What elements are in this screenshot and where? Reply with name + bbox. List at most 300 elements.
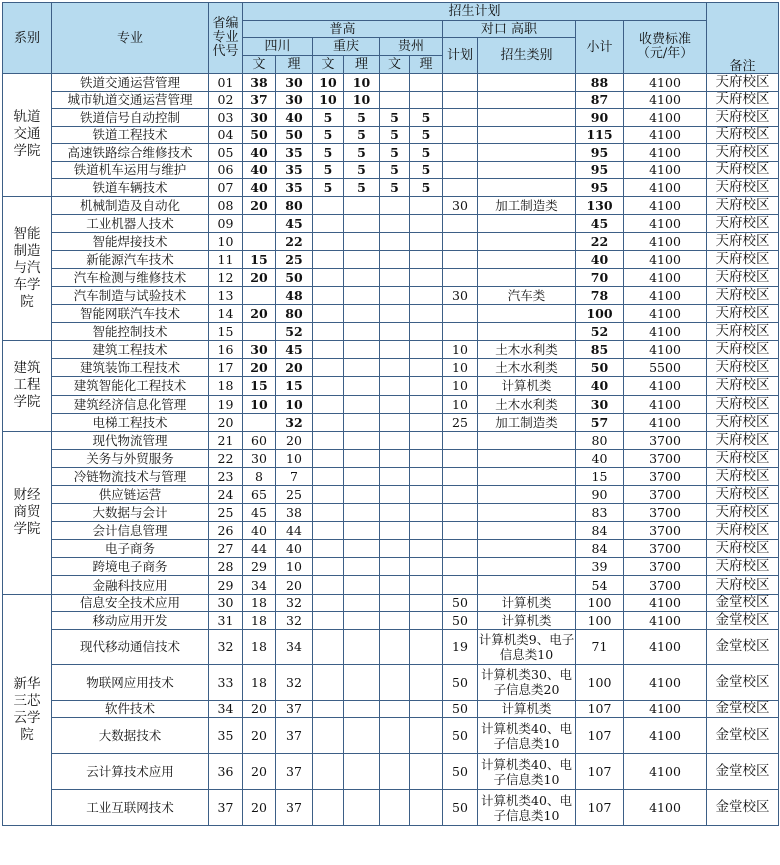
duikou-plan-cell xyxy=(443,268,478,286)
table-row xyxy=(3,109,779,127)
major-cell: 新能源汽车技术 xyxy=(52,250,209,268)
chongqing-li-cell xyxy=(344,449,380,467)
table-row xyxy=(3,161,779,179)
chongqing-li-cell xyxy=(344,377,380,395)
subtotal-cell: 39 xyxy=(576,558,624,576)
chongqing-wen-cell xyxy=(313,413,344,431)
subtotal-cell: 100 xyxy=(576,594,624,612)
sichuan-li-cell: 10 xyxy=(276,395,313,413)
sichuan-wen-cell: 29 xyxy=(243,558,276,576)
note-cell: 天府校区 xyxy=(707,522,779,540)
chongqing-li-cell: 5 xyxy=(344,161,380,179)
sichuan-li-cell: 32 xyxy=(276,664,313,700)
fee-cell: 4100 xyxy=(624,754,707,790)
note-cell: 天府校区 xyxy=(707,74,779,92)
category-cell xyxy=(478,144,576,162)
major-cell: 铁道工程技术 xyxy=(52,126,209,144)
note-cell: 天府校区 xyxy=(707,431,779,449)
table-row xyxy=(3,522,779,540)
chongqing-wen-cell xyxy=(313,540,344,558)
chongqing-wen-cell xyxy=(313,341,344,359)
duikou-plan-cell: 50 xyxy=(443,594,478,612)
subtotal-cell: 15 xyxy=(576,467,624,485)
guizhou-li-cell xyxy=(410,486,443,504)
sichuan-li-cell: 32 xyxy=(276,612,313,630)
chongqing-wen-cell xyxy=(313,718,344,754)
chongqing-li-cell xyxy=(344,286,380,304)
code-cell: 29 xyxy=(209,576,243,594)
sichuan-li-cell: 80 xyxy=(276,196,313,214)
category-cell xyxy=(478,558,576,576)
duikou-plan-cell xyxy=(443,179,478,197)
fee-cell: 4100 xyxy=(624,718,707,754)
chongqing-li-cell: 5 xyxy=(344,179,380,197)
note-cell: 天府校区 xyxy=(707,341,779,359)
chongqing-wen-cell xyxy=(313,504,344,522)
guizhou-wen-cell xyxy=(380,467,410,485)
fee-cell: 5500 xyxy=(624,359,707,377)
guizhou-wen-cell xyxy=(380,594,410,612)
table-row xyxy=(3,629,779,664)
major-cell: 建筑经济信息化管理 xyxy=(52,395,209,413)
sichuan-li-cell: 38 xyxy=(276,504,313,522)
sichuan-li-cell: 80 xyxy=(276,305,313,323)
chongqing-wen-cell: 5 xyxy=(313,109,344,127)
chongqing-wen-cell xyxy=(313,268,344,286)
table-row xyxy=(3,359,779,377)
fee-cell: 3700 xyxy=(624,558,707,576)
code-cell: 23 xyxy=(209,467,243,485)
subtotal-cell: 40 xyxy=(576,449,624,467)
duikou-plan-cell: 10 xyxy=(443,395,478,413)
sichuan-li-cell: 37 xyxy=(276,754,313,790)
duikou-plan-cell xyxy=(443,126,478,144)
category-cell xyxy=(478,305,576,323)
sichuan-li-cell: 35 xyxy=(276,161,313,179)
header-putong: 普高 xyxy=(243,21,443,38)
table-row xyxy=(3,754,779,790)
major-cell: 智能控制技术 xyxy=(52,323,209,341)
guizhou-li-cell xyxy=(410,664,443,700)
sichuan-li-cell: 32 xyxy=(276,413,313,431)
fee-cell: 4100 xyxy=(624,395,707,413)
duikou-plan-cell xyxy=(443,486,478,504)
chongqing-wen-cell: 5 xyxy=(313,144,344,162)
category-cell: 土木水利类 xyxy=(478,359,576,377)
code-cell: 01 xyxy=(209,74,243,92)
sichuan-li-cell: 20 xyxy=(276,359,313,377)
fee-cell: 4100 xyxy=(624,179,707,197)
sichuan-wen-cell: 34 xyxy=(243,576,276,594)
duikou-plan-cell: 50 xyxy=(443,790,478,826)
guizhou-wen-cell: 5 xyxy=(380,109,410,127)
duikou-plan-cell xyxy=(443,449,478,467)
sichuan-li-cell: 15 xyxy=(276,377,313,395)
note-cell: 天府校区 xyxy=(707,214,779,232)
chongqing-li-cell xyxy=(344,359,380,377)
code-cell: 07 xyxy=(209,179,243,197)
code-cell: 08 xyxy=(209,196,243,214)
chongqing-wen-cell xyxy=(313,214,344,232)
code-cell: 11 xyxy=(209,250,243,268)
duikou-plan-cell: 19 xyxy=(443,629,478,664)
guizhou-li-cell: 5 xyxy=(410,109,443,127)
table-row xyxy=(3,540,779,558)
sichuan-wen-cell xyxy=(243,323,276,341)
category-cell: 计算机类 xyxy=(478,700,576,718)
code-cell: 20 xyxy=(209,413,243,431)
major-cell: 云计算技术应用 xyxy=(52,754,209,790)
fee-cell: 4100 xyxy=(624,594,707,612)
code-cell: 05 xyxy=(209,144,243,162)
duikou-plan-cell xyxy=(443,467,478,485)
note-cell: 天府校区 xyxy=(707,558,779,576)
chongqing-wen-cell xyxy=(313,522,344,540)
code-cell: 13 xyxy=(209,286,243,304)
guizhou-li-cell xyxy=(410,449,443,467)
code-cell: 04 xyxy=(209,126,243,144)
code-cell: 19 xyxy=(209,395,243,413)
sichuan-li-cell: 10 xyxy=(276,558,313,576)
duikou-plan-cell: 50 xyxy=(443,700,478,718)
table-row xyxy=(3,305,779,323)
fee-cell: 4100 xyxy=(624,629,707,664)
chongqing-wen-cell xyxy=(313,754,344,790)
category-cell: 计算机类40、电子信息类10 xyxy=(478,754,576,790)
table-row xyxy=(3,268,779,286)
fee-cell: 4100 xyxy=(624,612,707,630)
guizhou-li-cell xyxy=(410,91,443,109)
sichuan-li-cell: 50 xyxy=(276,126,313,144)
major-cell: 大数据与会计 xyxy=(52,504,209,522)
category-cell xyxy=(478,449,576,467)
fee-cell: 4100 xyxy=(624,323,707,341)
subtotal-cell: 71 xyxy=(576,629,624,664)
fee-cell: 4100 xyxy=(624,286,707,304)
chongqing-wen-cell xyxy=(313,612,344,630)
category-cell xyxy=(478,522,576,540)
guizhou-li-cell xyxy=(410,286,443,304)
sichuan-wen-cell xyxy=(243,286,276,304)
code-cell: 22 xyxy=(209,449,243,467)
table-row xyxy=(3,91,779,109)
fee-cell: 4100 xyxy=(624,305,707,323)
guizhou-wen-cell: 5 xyxy=(380,161,410,179)
subtotal-cell: 115 xyxy=(576,126,624,144)
sichuan-wen-cell: 44 xyxy=(243,540,276,558)
category-cell xyxy=(478,232,576,250)
fee-cell: 3700 xyxy=(624,449,707,467)
dept-cell: 建筑工程学院 xyxy=(3,341,52,431)
guizhou-li-cell: 5 xyxy=(410,144,443,162)
fee-cell: 3700 xyxy=(624,576,707,594)
code-cell: 28 xyxy=(209,558,243,576)
chongqing-li-cell xyxy=(344,431,380,449)
note-cell: 金堂校区 xyxy=(707,790,779,826)
code-cell: 12 xyxy=(209,268,243,286)
sichuan-li-cell: 34 xyxy=(276,629,313,664)
guizhou-wen-cell xyxy=(380,341,410,359)
chongqing-wen-cell xyxy=(313,486,344,504)
major-cell: 供应链运营 xyxy=(52,486,209,504)
category-cell: 计算机类9、电子信息类10 xyxy=(478,629,576,664)
chongqing-wen-cell xyxy=(313,594,344,612)
chongqing-li-cell xyxy=(344,268,380,286)
guizhou-li-cell xyxy=(410,268,443,286)
note-cell: 金堂校区 xyxy=(707,629,779,664)
table-row xyxy=(3,74,779,92)
subtotal-cell: 78 xyxy=(576,286,624,304)
note-cell: 天府校区 xyxy=(707,576,779,594)
subtotal-cell: 95 xyxy=(576,179,624,197)
chongqing-li-cell xyxy=(344,486,380,504)
sichuan-li-cell: 40 xyxy=(276,109,313,127)
code-cell: 14 xyxy=(209,305,243,323)
guizhou-wen-cell xyxy=(380,540,410,558)
note-cell: 天府校区 xyxy=(707,377,779,395)
guizhou-li-cell xyxy=(410,305,443,323)
guizhou-wen-cell xyxy=(380,250,410,268)
sichuan-wen-cell: 10 xyxy=(243,395,276,413)
table-row xyxy=(3,664,779,700)
note-cell: 金堂校区 xyxy=(707,664,779,700)
guizhou-wen-cell xyxy=(380,91,410,109)
guizhou-li-cell xyxy=(410,612,443,630)
chongqing-li-cell: 5 xyxy=(344,126,380,144)
chongqing-li-cell xyxy=(344,540,380,558)
major-cell: 工业机器人技术 xyxy=(52,214,209,232)
sichuan-wen-cell: 15 xyxy=(243,377,276,395)
duikou-plan-cell xyxy=(443,91,478,109)
major-cell: 铁道信号自动控制 xyxy=(52,109,209,127)
guizhou-li-cell xyxy=(410,790,443,826)
header-major: 专业 xyxy=(52,3,209,74)
subtotal-cell: 84 xyxy=(576,522,624,540)
guizhou-wen-cell xyxy=(380,576,410,594)
chongqing-wen-cell xyxy=(313,700,344,718)
note-cell: 天府校区 xyxy=(707,196,779,214)
guizhou-li-cell xyxy=(410,718,443,754)
sichuan-wen-cell: 40 xyxy=(243,161,276,179)
guizhou-wen-cell xyxy=(380,664,410,700)
code-cell: 35 xyxy=(209,718,243,754)
code-cell: 26 xyxy=(209,522,243,540)
note-cell: 天府校区 xyxy=(707,540,779,558)
category-cell: 计算机类40、电子信息类10 xyxy=(478,790,576,826)
guizhou-li-cell xyxy=(410,74,443,92)
fee-cell: 4100 xyxy=(624,377,707,395)
chongqing-li-cell xyxy=(344,504,380,522)
sichuan-li-cell: 7 xyxy=(276,467,313,485)
guizhou-li-cell xyxy=(410,395,443,413)
major-cell: 城市轨道交通运营管理 xyxy=(52,91,209,109)
header-dept: 系别 xyxy=(3,3,52,74)
chongqing-li-cell xyxy=(344,700,380,718)
sichuan-li-cell: 30 xyxy=(276,74,313,92)
guizhou-li-cell xyxy=(410,196,443,214)
category-cell: 加工制造类 xyxy=(478,413,576,431)
guizhou-wen-cell xyxy=(380,359,410,377)
fee-cell: 4100 xyxy=(624,196,707,214)
chongqing-li-cell xyxy=(344,629,380,664)
code-cell: 33 xyxy=(209,664,243,700)
fee-cell: 4100 xyxy=(624,214,707,232)
subtotal-cell: 95 xyxy=(576,144,624,162)
chongqing-wen-cell xyxy=(313,576,344,594)
table-row xyxy=(3,395,779,413)
header-sc-li: 理 xyxy=(276,56,313,74)
table-row xyxy=(3,467,779,485)
subtotal-cell: 70 xyxy=(576,268,624,286)
duikou-plan-cell xyxy=(443,305,478,323)
sichuan-li-cell: 44 xyxy=(276,522,313,540)
sichuan-li-cell: 35 xyxy=(276,179,313,197)
fee-cell: 4100 xyxy=(624,341,707,359)
note-cell: 天府校区 xyxy=(707,449,779,467)
guizhou-li-cell xyxy=(410,576,443,594)
header-jihua: 计划 xyxy=(443,38,478,74)
fee-cell: 4100 xyxy=(624,250,707,268)
sichuan-wen-cell: 38 xyxy=(243,74,276,92)
code-cell: 09 xyxy=(209,214,243,232)
major-cell: 移动应用开发 xyxy=(52,612,209,630)
category-cell: 计算机类40、电子信息类10 xyxy=(478,718,576,754)
duikou-plan-cell xyxy=(443,576,478,594)
note-cell: 天府校区 xyxy=(707,109,779,127)
chongqing-wen-cell xyxy=(313,790,344,826)
table-body xyxy=(3,74,779,826)
chongqing-li-cell xyxy=(344,232,380,250)
major-cell: 软件技术 xyxy=(52,700,209,718)
subtotal-cell: 80 xyxy=(576,431,624,449)
duikou-plan-cell xyxy=(443,522,478,540)
code-cell: 06 xyxy=(209,161,243,179)
category-cell: 土木水利类 xyxy=(478,341,576,359)
duikou-plan-cell: 25 xyxy=(443,413,478,431)
code-cell: 24 xyxy=(209,486,243,504)
guizhou-li-cell xyxy=(410,629,443,664)
sichuan-li-cell: 20 xyxy=(276,576,313,594)
header-subtotal: 小计 xyxy=(576,21,624,74)
chongqing-li-cell xyxy=(344,196,380,214)
guizhou-wen-cell xyxy=(380,522,410,540)
guizhou-li-cell xyxy=(410,700,443,718)
category-cell xyxy=(478,214,576,232)
guizhou-li-cell xyxy=(410,214,443,232)
subtotal-cell: 107 xyxy=(576,754,624,790)
fee-cell: 4100 xyxy=(624,144,707,162)
note-cell: 天府校区 xyxy=(707,305,779,323)
sichuan-li-cell: 37 xyxy=(276,700,313,718)
chongqing-wen-cell xyxy=(313,449,344,467)
guizhou-wen-cell xyxy=(380,449,410,467)
chongqing-wen-cell xyxy=(313,359,344,377)
subtotal-cell: 84 xyxy=(576,540,624,558)
note-cell: 天府校区 xyxy=(707,413,779,431)
chongqing-li-cell xyxy=(344,305,380,323)
note-cell: 金堂校区 xyxy=(707,612,779,630)
subtotal-cell: 87 xyxy=(576,91,624,109)
chongqing-li-cell xyxy=(344,718,380,754)
duikou-plan-cell xyxy=(443,431,478,449)
chongqing-li-cell xyxy=(344,250,380,268)
guizhou-wen-cell xyxy=(380,754,410,790)
subtotal-cell: 57 xyxy=(576,413,624,431)
note-cell: 金堂校区 xyxy=(707,594,779,612)
subtotal-cell: 100 xyxy=(576,612,624,630)
sichuan-li-cell: 45 xyxy=(276,214,313,232)
header-plan: 招生计划 xyxy=(243,3,707,21)
table-row xyxy=(3,700,779,718)
guizhou-li-cell xyxy=(410,467,443,485)
chongqing-li-cell xyxy=(344,790,380,826)
header-code: 省编专业代号 xyxy=(209,3,243,74)
chongqing-li-cell: 10 xyxy=(344,91,380,109)
duikou-plan-cell xyxy=(443,144,478,162)
duikou-plan-cell xyxy=(443,323,478,341)
code-cell: 03 xyxy=(209,109,243,127)
category-cell xyxy=(478,161,576,179)
dept-cell: 财经商贸学院 xyxy=(3,431,52,594)
guizhou-wen-cell xyxy=(380,196,410,214)
sichuan-wen-cell: 20 xyxy=(243,268,276,286)
category-cell xyxy=(478,74,576,92)
major-cell: 现代移动通信技术 xyxy=(52,629,209,664)
guizhou-li-cell xyxy=(410,413,443,431)
note-cell: 金堂校区 xyxy=(707,754,779,790)
duikou-plan-cell xyxy=(443,540,478,558)
sichuan-li-cell: 30 xyxy=(276,91,313,109)
category-cell: 计算机类 xyxy=(478,612,576,630)
table-row xyxy=(3,286,779,304)
sichuan-li-cell: 32 xyxy=(276,594,313,612)
sichuan-wen-cell: 30 xyxy=(243,109,276,127)
table-row xyxy=(3,486,779,504)
duikou-plan-cell: 50 xyxy=(443,718,478,754)
note-cell: 天府校区 xyxy=(707,359,779,377)
table-row xyxy=(3,214,779,232)
fee-cell: 4100 xyxy=(624,74,707,92)
guizhou-wen-cell xyxy=(380,612,410,630)
sichuan-li-cell: 45 xyxy=(276,341,313,359)
category-cell xyxy=(478,250,576,268)
header-duikou: 对口 高职 xyxy=(443,21,576,38)
major-cell: 金融科技应用 xyxy=(52,576,209,594)
fee-cell: 3700 xyxy=(624,522,707,540)
guizhou-wen-cell xyxy=(380,232,410,250)
guizhou-li-cell xyxy=(410,341,443,359)
major-cell: 智能网联汽车技术 xyxy=(52,305,209,323)
guizhou-wen-cell: 5 xyxy=(380,179,410,197)
category-cell xyxy=(478,91,576,109)
major-cell: 大数据技术 xyxy=(52,718,209,754)
guizhou-li-cell xyxy=(410,540,443,558)
sichuan-wen-cell: 20 xyxy=(243,700,276,718)
code-cell: 10 xyxy=(209,232,243,250)
table-header xyxy=(3,3,779,74)
chongqing-li-cell xyxy=(344,612,380,630)
duikou-plan-cell xyxy=(443,161,478,179)
table-row xyxy=(3,576,779,594)
code-cell: 32 xyxy=(209,629,243,664)
table-row xyxy=(3,431,779,449)
duikou-plan-cell xyxy=(443,232,478,250)
table-row xyxy=(3,323,779,341)
guizhou-wen-cell xyxy=(380,74,410,92)
sichuan-wen-cell: 18 xyxy=(243,629,276,664)
header-leibie: 招生类别 xyxy=(478,38,576,74)
category-cell: 计算机类30、电子信息类20 xyxy=(478,664,576,700)
